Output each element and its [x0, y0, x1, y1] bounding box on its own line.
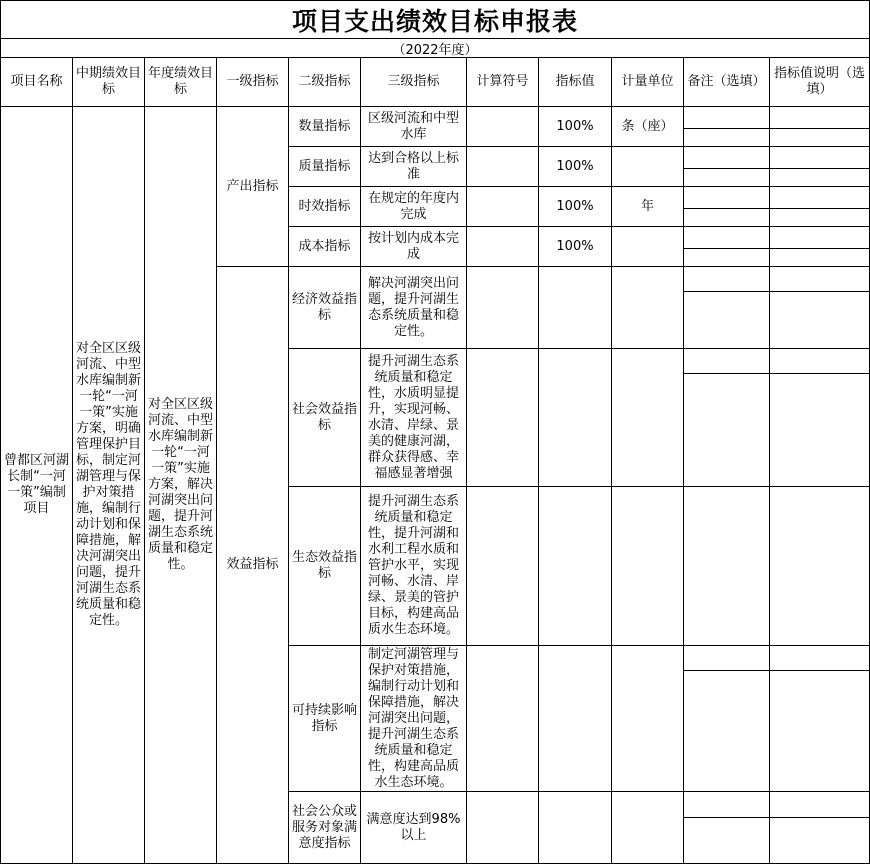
level2-cell: 经济效益指标 [289, 267, 361, 349]
benefit-level1-cell: 效益指标 [217, 267, 289, 864]
header-level3: 三级指标 [361, 58, 467, 107]
remark-cell [684, 107, 770, 147]
unit-cell [612, 227, 684, 267]
value-cell [539, 487, 612, 646]
remark-cell [684, 487, 770, 646]
header-row [1, 58, 870, 107]
unit-cell: 条（座） [612, 107, 684, 147]
header-level2: 二级指标 [289, 58, 361, 107]
remark-cell [684, 267, 770, 349]
value-note-cell [770, 267, 870, 349]
project-name-cell: 曾都区河湖长制“一河一策”编制项目 [1, 107, 73, 864]
level3-cell: 解决河湖突出问题，提升河湖生态系统质量和稳定性。 [361, 267, 467, 349]
calc-cell [467, 349, 539, 487]
header-calc-symbol: 计算符号 [467, 58, 539, 107]
annual-goal-cell: 对全区区级河流、中型水库编制新一轮“一河一策”实施方案，解决河湖突出问题，提升河湖生态系统质量和稳定性。 [145, 107, 217, 864]
header-project-name: 项目名称 [1, 58, 73, 107]
unit-cell [612, 487, 684, 646]
calc-cell [467, 267, 539, 349]
header-indicator-value: 指标值 [539, 58, 612, 107]
mid-goal-cell: 对全区区级河流、中型水库编制新一轮“一河一策”实施方案，明确管理保护目标，制定河湖管理与保护对策措施，编制行动计划和保障措施，解决河湖突出问题，提升河湖生态系统质量和稳定性。 [73, 107, 145, 864]
level3-cell: 达到合格以上标准 [361, 147, 467, 187]
value-note-cell [770, 107, 870, 147]
unit-cell [612, 267, 684, 349]
remark-cell [684, 792, 770, 864]
calc-cell [467, 107, 539, 147]
sheet-title: 项目支出绩效目标申报表 [0, 0, 870, 38]
remark-cell [684, 227, 770, 267]
header-annual-goal: 年度绩效目标 [145, 58, 217, 107]
remark-cell [684, 187, 770, 227]
level2-cell: 成本指标 [289, 227, 361, 267]
calc-cell [467, 187, 539, 227]
sheet-year: （2022年度） [0, 38, 870, 57]
level3-cell: 制定河湖管理与保护对策措施，编制行动计划和保障措施，解决河湖突出问题，提升河湖生态系统质量和稳定性，构建高品质水生态环境。 [361, 646, 467, 792]
level3-cell: 提升河湖生态系统质量和稳定性，提升河湖和水利工程水质和管护水平，实现河畅、水清、岸绿、景美的管护目标，构建高品质水生态环境。 [361, 487, 467, 646]
value-cell: 100% [539, 187, 612, 227]
unit-cell [612, 646, 684, 792]
level3-cell: 提升河湖生态系统质量和稳定性，水质明显提升，实现河畅、水清、岸绿、景美的健康河湖，群众获得感、幸福感显著增强 [361, 349, 467, 487]
value-note-cell [770, 227, 870, 267]
calc-cell [467, 227, 539, 267]
value-note-cell [770, 187, 870, 227]
value-note-cell [770, 487, 870, 646]
calc-cell [467, 792, 539, 864]
value-cell: 100% [539, 107, 612, 147]
indicator-table [0, 57, 870, 864]
level2-cell: 质量指标 [289, 147, 361, 187]
level2-cell: 社会公众或服务对象满意度指标 [289, 792, 361, 864]
header-value-note: 指标值说明（选填） [770, 58, 870, 107]
calc-cell [467, 646, 539, 792]
level2-cell: 社会效益指标 [289, 349, 361, 487]
remark-cell [684, 147, 770, 187]
remark-cell [684, 646, 770, 792]
level2-cell: 数量指标 [289, 107, 361, 147]
value-cell [539, 792, 612, 864]
level3-cell: 按计划内成本完成 [361, 227, 467, 267]
level2-cell: 生态效益指标 [289, 487, 361, 646]
calc-cell [467, 147, 539, 187]
value-cell [539, 267, 612, 349]
value-cell: 100% [539, 147, 612, 187]
unit-cell [612, 349, 684, 487]
level3-cell: 在规定的年度内完成 [361, 187, 467, 227]
value-note-cell [770, 147, 870, 187]
value-note-cell [770, 646, 870, 792]
output-level1-cell: 产出指标 [217, 107, 289, 267]
unit-cell [612, 147, 684, 187]
value-note-cell [770, 792, 870, 864]
table-row [1, 107, 870, 147]
header-remark: 备注（选填） [684, 58, 770, 107]
calc-cell [467, 487, 539, 646]
value-cell: 100% [539, 227, 612, 267]
level2-cell: 时效指标 [289, 187, 361, 227]
remark-cell [684, 349, 770, 487]
header-level1: 一级指标 [217, 58, 289, 107]
level3-cell: 区级河流和中型水库 [361, 107, 467, 147]
unit-cell [612, 792, 684, 864]
header-unit: 计量单位 [612, 58, 684, 107]
header-mid-goal: 中期绩效目标 [73, 58, 145, 107]
level3-cell: 满意度达到98%以上 [361, 792, 467, 864]
value-note-cell [770, 349, 870, 487]
level2-cell: 可持续影响指标 [289, 646, 361, 792]
unit-cell: 年 [612, 187, 684, 227]
value-cell [539, 349, 612, 487]
value-cell [539, 646, 612, 792]
